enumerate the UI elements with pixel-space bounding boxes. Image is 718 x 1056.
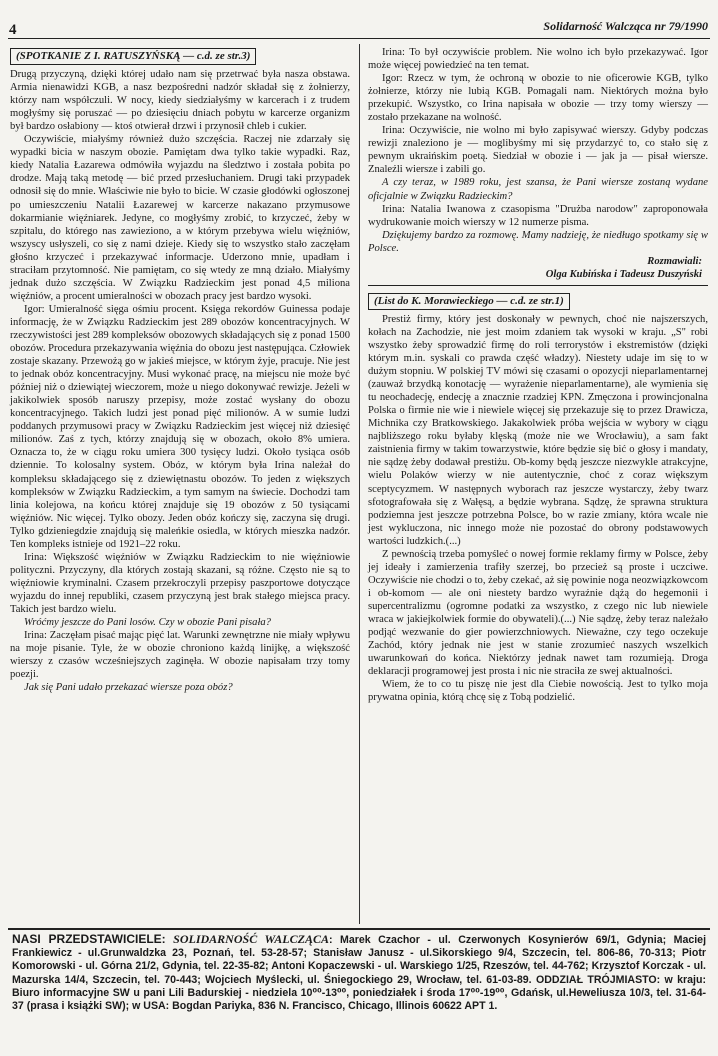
- closing-thanks: Dziękujemy bardzo za rozmowę. Mamy nadzieję, że niedługo spotkamy się w Polsce.: [368, 229, 708, 254]
- top-rule: [8, 38, 710, 39]
- representatives-footer: [12, 933, 706, 1013]
- article-paragraph: Drugą przyczyną, dzięki której udało nam się przetrwać była nasza obstawa. Armia nienawidzi KGB, a nasz bezpośredni nadzór składał się z żołnierzy, którzy nam współczuli. W nocy, kiedy siedziałyśmy w karcerach i z trudem mogłyśmy się poruszać — po dziesięciu dniach pobytu w karcerze organizm był bardzo osłabiony — ktoś otwierał drzwi i przynosił chleb i cukier.: [10, 69, 350, 133]
- interview-answer: Igor: Rzecz w tym, że ochroną w obozie to nie oficerowie KGB, tylko żołnierze, którzy nie lubią KGB. Pomagali nam. Niektórych można było przekupić. Wszystko, co Irina napisała w obozie — trzy tomy wierszy — zostało przekazane na wolność.: [368, 73, 708, 124]
- page-number: 4: [9, 22, 17, 38]
- article-paragraph: Igor: Umieralność sięga ośmiu procent. Księga rekordów Guinessa podaje informację, że w Związku Radzieckim jest 289 obozów koncentracyjnych. W rzeczywistości jest 289 kompleksów obozowych składających się z ponad 1500 obozów. Procedura przekazywania więźnia do obozu jest następująca. Człowiek zostaje skazany. Przewożą go w jakieś miejsce, w którym żyje, pracuje. Nie jest to jednak obóz koncentracyjny. Musi wykonać pracę, na miejscu nie może być później niż o dziewiątej wieczorem, może u niego dokonywać rewizje. Jeżeli w jakikolwiek sposób naruszy przepisy, może zostać wysłany do obozu koncentracyjnego. Takich ludzi jest ponad pięć milionów. A w sumie ludzi poddanych przymusowi pracy w Związku Radzieckim jest więcej niż dziesięć milionów. Zaś z tych, którzy znajdują się w obozach, około 8% umiera. Oznacza to, że w ciągu roku umiera 300 tysięcy ludzi. Około tysiąca osób dziennie. To kolosalny system. Obóz, w którym była Irina należał do kompleksu składającego się z dziewiętnastu obozów. To jeden z większych kompleksów w Związku Radzieckim, a tym samym na świecie. Dochodzi tam linia kolejowa, na końcu której znajduje się 19 obozów z 50 tysiącami więźniów. Nic więcej. Tylko obozy. Jeden obóz kończy się, zaczyna się drugi. Tylko gdzieniegdzie znajdują się maleńkie osiedla, w których mieszka nadzór. Ten kompleks istnieje od 1921–22 roku.: [10, 303, 350, 550]
- article-paragraph: Irina: Większość więźniów w Związku Radzieckim to nie więźniowie polityczni. Przyczyny, dla których zostają skazani, są różne. Często nie są to więźniowie kryminalni. Czasem przekroczyli przepisy paszportowe dotyczące wyjazdu do innej republiki, czasem przyczyną jest brak stałego miejsca pracy. Takich jest bardzo wielu.: [10, 551, 350, 615]
- letter-paragraph: Z pewnością trzeba pomyśleć o nowej formie reklamy firmy w Polsce, żeby jej ideały i zamierzenia trafiły szerzej, bo przecież są proste i uczciwe. Oczywiście nie chodzi o to, żeby czekać, aż się powinie noga neozwiązkowcom i ob-komom — ale oni niestety bardzo wyraźnie dążą do hegemonii i supercentralizmu (ogromne podatki za wszystko, z czego nic lub niewiele wraca w jakiejkolwiek formie do obywateli).(...) Nie sądzę, żeby teraz należało podjąć wezwanie do gier powierzchniowych. Nieważne, czy tego oczekuje Zachód, który jednak nie jest w stanie zrozumieć naszych wszelkich uwarunkowań do końca. Niektórzy jednak nawet tam rozumieją. Droga deklaracji programowej jest prosta i nic nie straciła ze swej aktualności.: [368, 548, 708, 678]
- interview-answer: Irina: Oczywiście, nie wolno mi było zapisywać wierszy. Gdyby podczas rewizji znaleziono je — moglibyśmy mi się przydarzyć to, co stało się z pewnym ukraińskim poetą. Siedział w obozie i — jak ja — pisał wiersze. Znaleźli wiersze i zabili go.: [368, 125, 708, 176]
- byline-names: Olga Kubińska i Tadeusz Duszyński: [545, 268, 702, 280]
- letter-paragraph: Prestiż firmy, który jest doskonały w pewnych, choć nie najszerszych, kołach na Zachodzie, nie jest moim zdaniem tak wysoki w kraju. „S" robi wszystko żeby sprowadzić firmę do roli terrorystów i ekstremistów (dzięki którym m.in. syskali co prawda część władzy). Niestety udaje im się to w dużym stopniu. W polskiej TV mówi się czasami o opozycji nieparlamentarnej (zauważ brzydką konotację — wyrażenie nieparlamentarne), ale wymienia się tu neochadecję, endecję a znacznie rzadziej KPN. Zmęczona i prowincjonalna Polska o firmie nie wie i niewiele więcej się przekazuje się to przez Drawicza, Michnika czy Bratkowskiego. Jakakolwiek próba wejścia w wybory w ciągu najbliższego roku byłaby klęską (może nie we Wrocławiu), a sam fakt zaistnienia firmy w takim towarzystwie, które będzie się bić o głosy i mandaty, nie sądzę żeby dodawał prestiżu. Ob-komy będą jeszcze niezwykle atrakcyjne, wielu Polaków wierzy w nie autentycznie, choć z coraz większym sceptycyzmem. W następnych wyborach raz jeszcze wystarczy, żeby twarz sfotografowała się z Wałęsą, a będzie wybrana. Sądzę, że sprawna struktura podziemna jest jeszcze potrzebna Polsce, bo w razie zmiany, która wcale nie jest wykluczona, nic innego może nie pozostać do obrony podstawowych wartości ludzkich.(...): [368, 313, 708, 547]
- letter-paragraph: Wiem, że to co tu piszę nie jest dla Ciebie nowością. Jest to tylko moja prywatna opinia, którą chcę się z Tobą podzielić.: [368, 679, 708, 704]
- interview-question: Jak się Pani udało przekazać wiersze poza obóz?: [24, 682, 233, 694]
- running-title: Solidarność Walcząca nr 79/1990: [543, 19, 708, 33]
- footer-publication-name: SOLIDARNOŚĆ WALCZĄCA: [173, 932, 329, 946]
- column-divider: [359, 44, 360, 924]
- interview-question: Wróćmy jeszcze do Pani losów. Czy w obozie Pani pisała?: [24, 617, 271, 629]
- left-column: [10, 46, 350, 694]
- interview-continuation-heading: (SPOTKANIE Z I. RATUSZYŃSKĄ — c.d. ze str.3): [10, 48, 256, 65]
- interview-answer: Irina: Natalia Iwanowa z czasopisma "Drużba narodow" zaproponowała wydrukowanie moich wierszy w 12 numerze pisma.: [368, 203, 708, 228]
- letter-continuation-heading: (List do K. Morawieckiego — c.d. ze str.1): [368, 293, 570, 310]
- footer-contacts: : Marek Czachor - ul. Czerwonych Kosynierów 69/1, Gdynia; Maciej Frankiewicz - ul.Grunwaldzka 23, Poznań, tel. 53-28-57; Stanisław Janusz - ul.Sikorskiego 9/4, Szczecin, tel. 806-86, 70-313; Piotr Komorowski - ul. Górna 21/2, Gdynia, tel. 22-35-82; Antoni Kopaczewski - ul. Warskiego 1/25, Rzeszów, tel. 44-762; Krzysztof Korczak - ul. Mazurska 14/4, Szczecin, tel. 70-443; Wojciech Myślecki, ul. Śniegockiego 29, Wrocław, tel. 61-03-89. ODDZIAŁ TRÓJMIASTO: w kraju: Biuro informacyjne SW u pani Lili Badurskiej - niedziela 10⁰⁰-13⁰⁰, poniedziałek i środa 17⁰⁰-19⁰⁰, Gdańsk, ul.Heweliusza 10/3, tel. 31-64-37 (prasa i książki SW); w USA: Bogdan Pariyka, 836 N. Francisco, Chicago, Illinois 60622 APT 1.: [12, 934, 707, 1013]
- byline-label: Rozmawiali:: [647, 255, 702, 267]
- interview-answer: Irina: Zaczęłam pisać mając pięć lat. Warunki zewnętrzne nie miały wpływu na moje pisanie. Tyle, że w obozie chroniono każdą linijkę, a większość wierszy z czasów wcześniejszych zaginęła. W obozie napisałam trzy tomy poezji.: [10, 630, 350, 681]
- interview-answer: Irina: To był oczywiście problem. Nie wolno ich było przekazywać. Igor może więcej powiedzieć na ten temat.: [368, 47, 708, 72]
- right-column: [368, 46, 708, 704]
- section-rule: [368, 285, 708, 286]
- article-paragraph: Oczywiście, miałyśmy również dużo szczęścia. Raczej nie zdarzały się wypadki bicia w naszym obozie. Pamiętam dwa tylko takie wypadki. Raz, kiedy Natalia Łazarewa odmówiła wyjazdu na śledztwo i została pobita po drodze. Mają taką metodę — bić przed przesłuchaniem. Drugi taki przypadek odnosił się do mnie. Właściwie nie było to bicie. W czasie głodówki ogłoszonej po umieszczeniu Natalii Łazarewej w karcerze nakazano przymusowe dokarmianie więźniarek. Jedyne, co mogłyśmy zrobić, to krzyczeć, żeby w szpitalu, do którego nas zawieziono, a w którym przebywa wielu więźniów, wszyscy usłyszeli, co się z nami dzieje. Kiedy się to wszystko stało zaczęłam głośno krzyczeć i przekazywać informacje. Uderzono mnie, upadłam i straciłam przytomność. Nie pamiętam, co się wtedy ze mną działo. Miałyśmy jednak dużo szczęścia. W Związku Radzieckim jest ponad 4,5 miliona więźniów, a procent umieralności w obozach pracy jest bardzo wysoki.: [10, 134, 350, 302]
- footer-lead-label: NASI PRZEDSTAWICIELE:: [12, 932, 166, 946]
- footer-rule: [8, 928, 710, 930]
- interview-question: A czy teraz, w 1989 roku, jest szansa, że Pani wiersze zostaną wydane oficjalnie w Związku Radzieckim?: [368, 177, 708, 202]
